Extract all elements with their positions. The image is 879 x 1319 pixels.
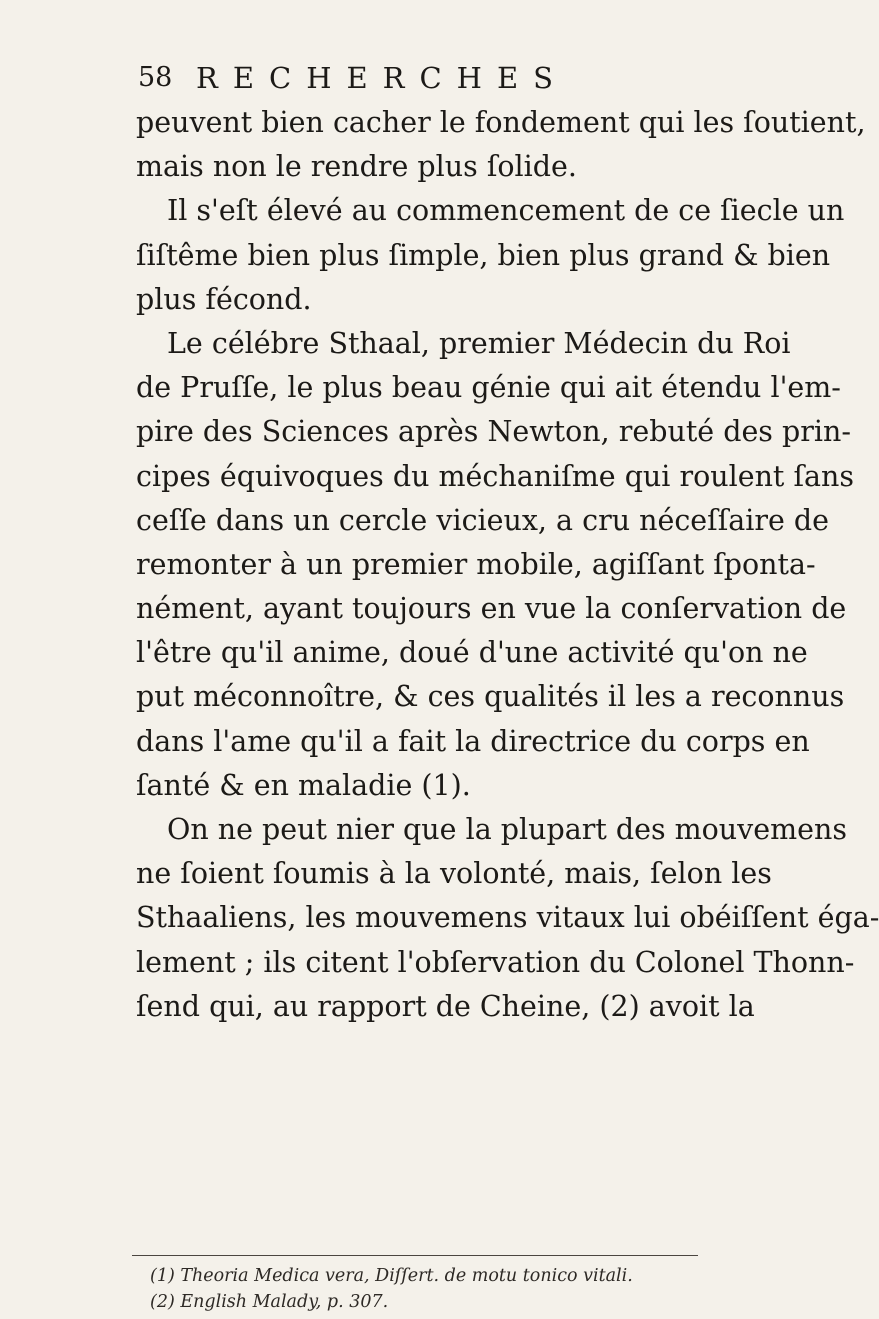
page-number: 58 [138, 62, 173, 93]
text-line: plus fécond. [136, 282, 312, 316]
text-line: lement ; ils citent l'obſervation du Colonel Thonn- [136, 945, 855, 979]
text-line: Il s'eſt élevé au commencement de ce ſiecle un [167, 194, 845, 228]
footnote-2: (2) English Malady, p. 307. [150, 1292, 389, 1312]
text-line: dans l'ame qu'il a fait la directrice du corps en [136, 724, 810, 758]
text-line: ne ſoient ſoumis à la volonté, mais, ſelon les [136, 857, 772, 891]
text-line: ceſſe dans un cercle vicieux, a cru néceſſaire de [136, 503, 830, 537]
text-line: mais non le rendre plus ſolide. [136, 150, 577, 184]
running-title: RECHERCHES [196, 61, 569, 95]
footnotes [150, 1263, 690, 1315]
footnote-1: (1) Theoria Medica vera, Diſſert. de motu tonico vitali. [150, 1266, 633, 1286]
text-line: Sthaaliens, les mouvemens vitaux lui obéiſſent éga- [136, 901, 879, 935]
text-line: de Pruſſe, le plus beau génie qui ait étendu l'em- [136, 371, 841, 405]
text-line: pire des Sciences après Newton, rebuté des prin- [136, 415, 851, 449]
text-line: peuvent bien cacher le fondement qui les ſoutient, [136, 106, 866, 139]
text-line: ſanté & en maladie (1). [136, 768, 471, 802]
page-header [138, 58, 698, 98]
footnote-separator [132, 1255, 698, 1256]
text-line: nément, ayant toujours en vue la conſervation de [136, 592, 847, 626]
text-line: put méconnoître, & ces qualités il les a reconnus [136, 680, 845, 714]
text-line: ſend qui, au rapport de Cheine, (2) avoit la [136, 989, 755, 1023]
text-line: remonter à un premier mobile, agiſſant ſponta- [136, 547, 816, 581]
text-line: cipes équivoques du méchaniſme qui roulent ſans [136, 459, 854, 493]
body-text [136, 101, 879, 1029]
text-line: On ne peut nier que la plupart des mouvemens [167, 813, 848, 846]
text-line: Le célébre Sthaal, premier Médecin du Roi [167, 326, 791, 360]
text-line: ſiſtême bien plus ſimple, bien plus grand & bien [136, 238, 831, 272]
text-line: l'être qu'il anime, doué d'une activité qu'on ne [136, 636, 808, 670]
